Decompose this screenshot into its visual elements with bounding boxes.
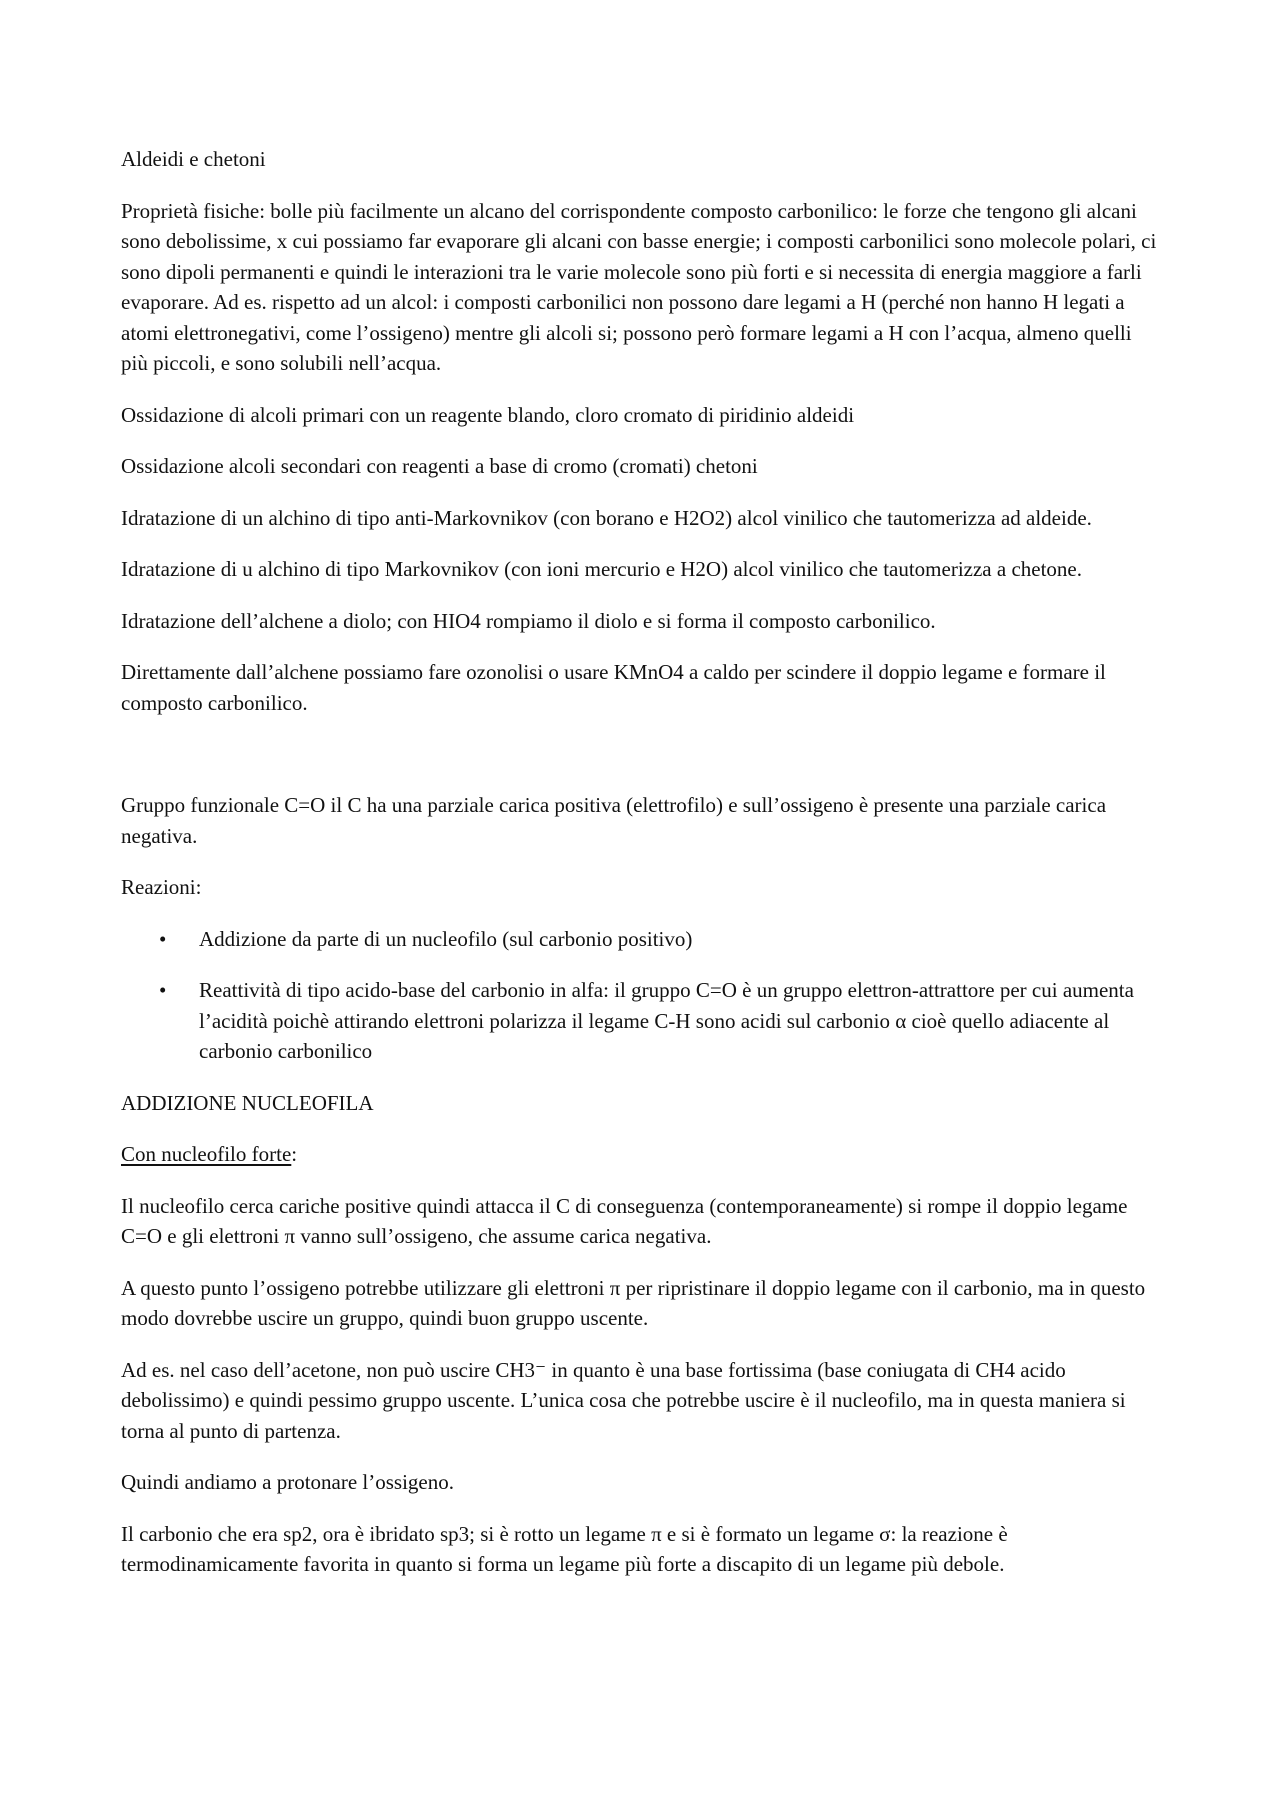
bullet-icon: • bbox=[159, 978, 167, 1002]
paragraph-alkene-diol: Idratazione dell’alchene a diolo; con HIO4 rompiamo il diolo e si forma il composto carbonilico. bbox=[121, 608, 936, 633]
subheading bbox=[121, 1139, 1161, 1170]
paragraph-protonation: Quindi andiamo a protonare l’ossigeno. bbox=[121, 1470, 455, 1494]
reactions-list bbox=[121, 924, 1161, 1067]
list-item bbox=[121, 924, 1161, 955]
paragraph-hydration-anti-markovnikov: Idratazione di un alchino di tipo anti-Markovnikov (con borano e H2O2) alcol vinilico che tautomerizza ad aldeide. bbox=[121, 505, 1092, 530]
paragraph-oxygen-electrons: A questo punto l’ossigeno potrebbe utilizzare gli elettroni π per ripristinare il doppio legame con il carbonio, ma in questo modo dovrebbe uscire un gruppo, quindi buon gruppo uscente. bbox=[121, 1275, 1146, 1330]
document-body bbox=[121, 144, 1161, 1601]
paragraph-oxidation-secondary: Ossidazione alcoli secondari con reagenti a base di cromo (cromati) chetoni bbox=[121, 454, 758, 478]
reactions-label: Reazioni: bbox=[121, 875, 202, 899]
paragraph-oxidation-primary: Ossidazione di alcoli primari con un reagente blando, cloro cromato di piridinio aldeidi bbox=[121, 402, 855, 427]
paragraph-functional-group: Gruppo funzionale C=O il C ha una parziale carica positiva (elettrofilo) e sull’ossigeno è presente una parziale carica negativa. bbox=[121, 793, 1107, 848]
document-title: Aldeidi e chetoni bbox=[121, 147, 266, 171]
paragraph-hybridization: Il carbonio che era sp2, ora è ibridato sp3; si è rotto un legame π e si è formato un legame σ: la reazione è termodinamicamente favorita in quanto si forma un legame più forte a discapito di un legame più debole. bbox=[121, 1521, 1008, 1576]
blank-space bbox=[121, 739, 1161, 790]
paragraph-hydration-markovnikov: Idratazione di u alchino di tipo Markovnikov (con ioni mercurio e H2O) alcol vinilico che tautomerizza a chetone. bbox=[121, 557, 1082, 581]
subheading-text: Con nucleofilo forte bbox=[121, 1142, 292, 1166]
section-heading: ADDIZIONE NUCLEOFILA bbox=[121, 1090, 374, 1115]
paragraph-ozonolysis: Direttamente dall’alchene possiamo fare ozonolisi o usare KMnO4 a caldo per scindere il doppio legame e formare il composto carbonilico. bbox=[121, 660, 1106, 715]
list-item-text: Addizione da parte di un nucleofilo (sul carbonio positivo) bbox=[199, 926, 693, 951]
subheading-colon: : bbox=[291, 1142, 298, 1166]
list-item-text: Reattività di tipo acido-base del carbonio in alfa: il gruppo C=O è un gruppo elettron-attrattore per cui aumenta l’acidità poichè attirando elettroni polarizza il legame C-H sono acidi sul carbonio α cioè quello adiacente al carbonio carbonilico bbox=[199, 978, 1134, 1063]
paragraph-acetone-example: Ad es. nel caso dell’acetone, non può uscire CH3⁻ in quanto è una base fortissima (base coniugata di CH4 acido debolissimo) e quindi pessimo gruppo uscente. L’unica cosa che potrebbe uscire è il nucleofilo, ma in questa maniera si torna al punto di partenza. bbox=[121, 1357, 1126, 1443]
bullet-icon: • bbox=[159, 926, 167, 951]
paragraph-physical-properties: Proprietà fisiche: bolle più facilmente un alcano del corrispondente composto carbonilico: le forze che tengono gli alcani sono debolissime, x cui possiamo far evaporare gli alcani con basse energie; i composti carbonilici sono molecole polari, ci sono dipoli permanenti e quindi le interazioni tra le varie molecole sono più forti e si necessita di energia maggiore a farli evaporare. Ad es. rispetto ad un alcol: i composti carbonilici non possono dare legami a H (perché non hanno H legati a atomi elettronegativi, come l’ossigeno) mentre gli alcoli si; possono però formare legami a H con l’acqua, almeno quelli più piccoli, e sono solubili nell’acqua. bbox=[121, 198, 1157, 375]
paragraph-nucleophile-attack: Il nucleofilo cerca cariche positive quindi attacca il C di conseguenza (contemporaneamente) si rompe il doppio legame C=O e gli elettroni π vanno sull’ossigeno, che assume carica negativa. bbox=[121, 1193, 1128, 1248]
list-item bbox=[121, 975, 1161, 1067]
